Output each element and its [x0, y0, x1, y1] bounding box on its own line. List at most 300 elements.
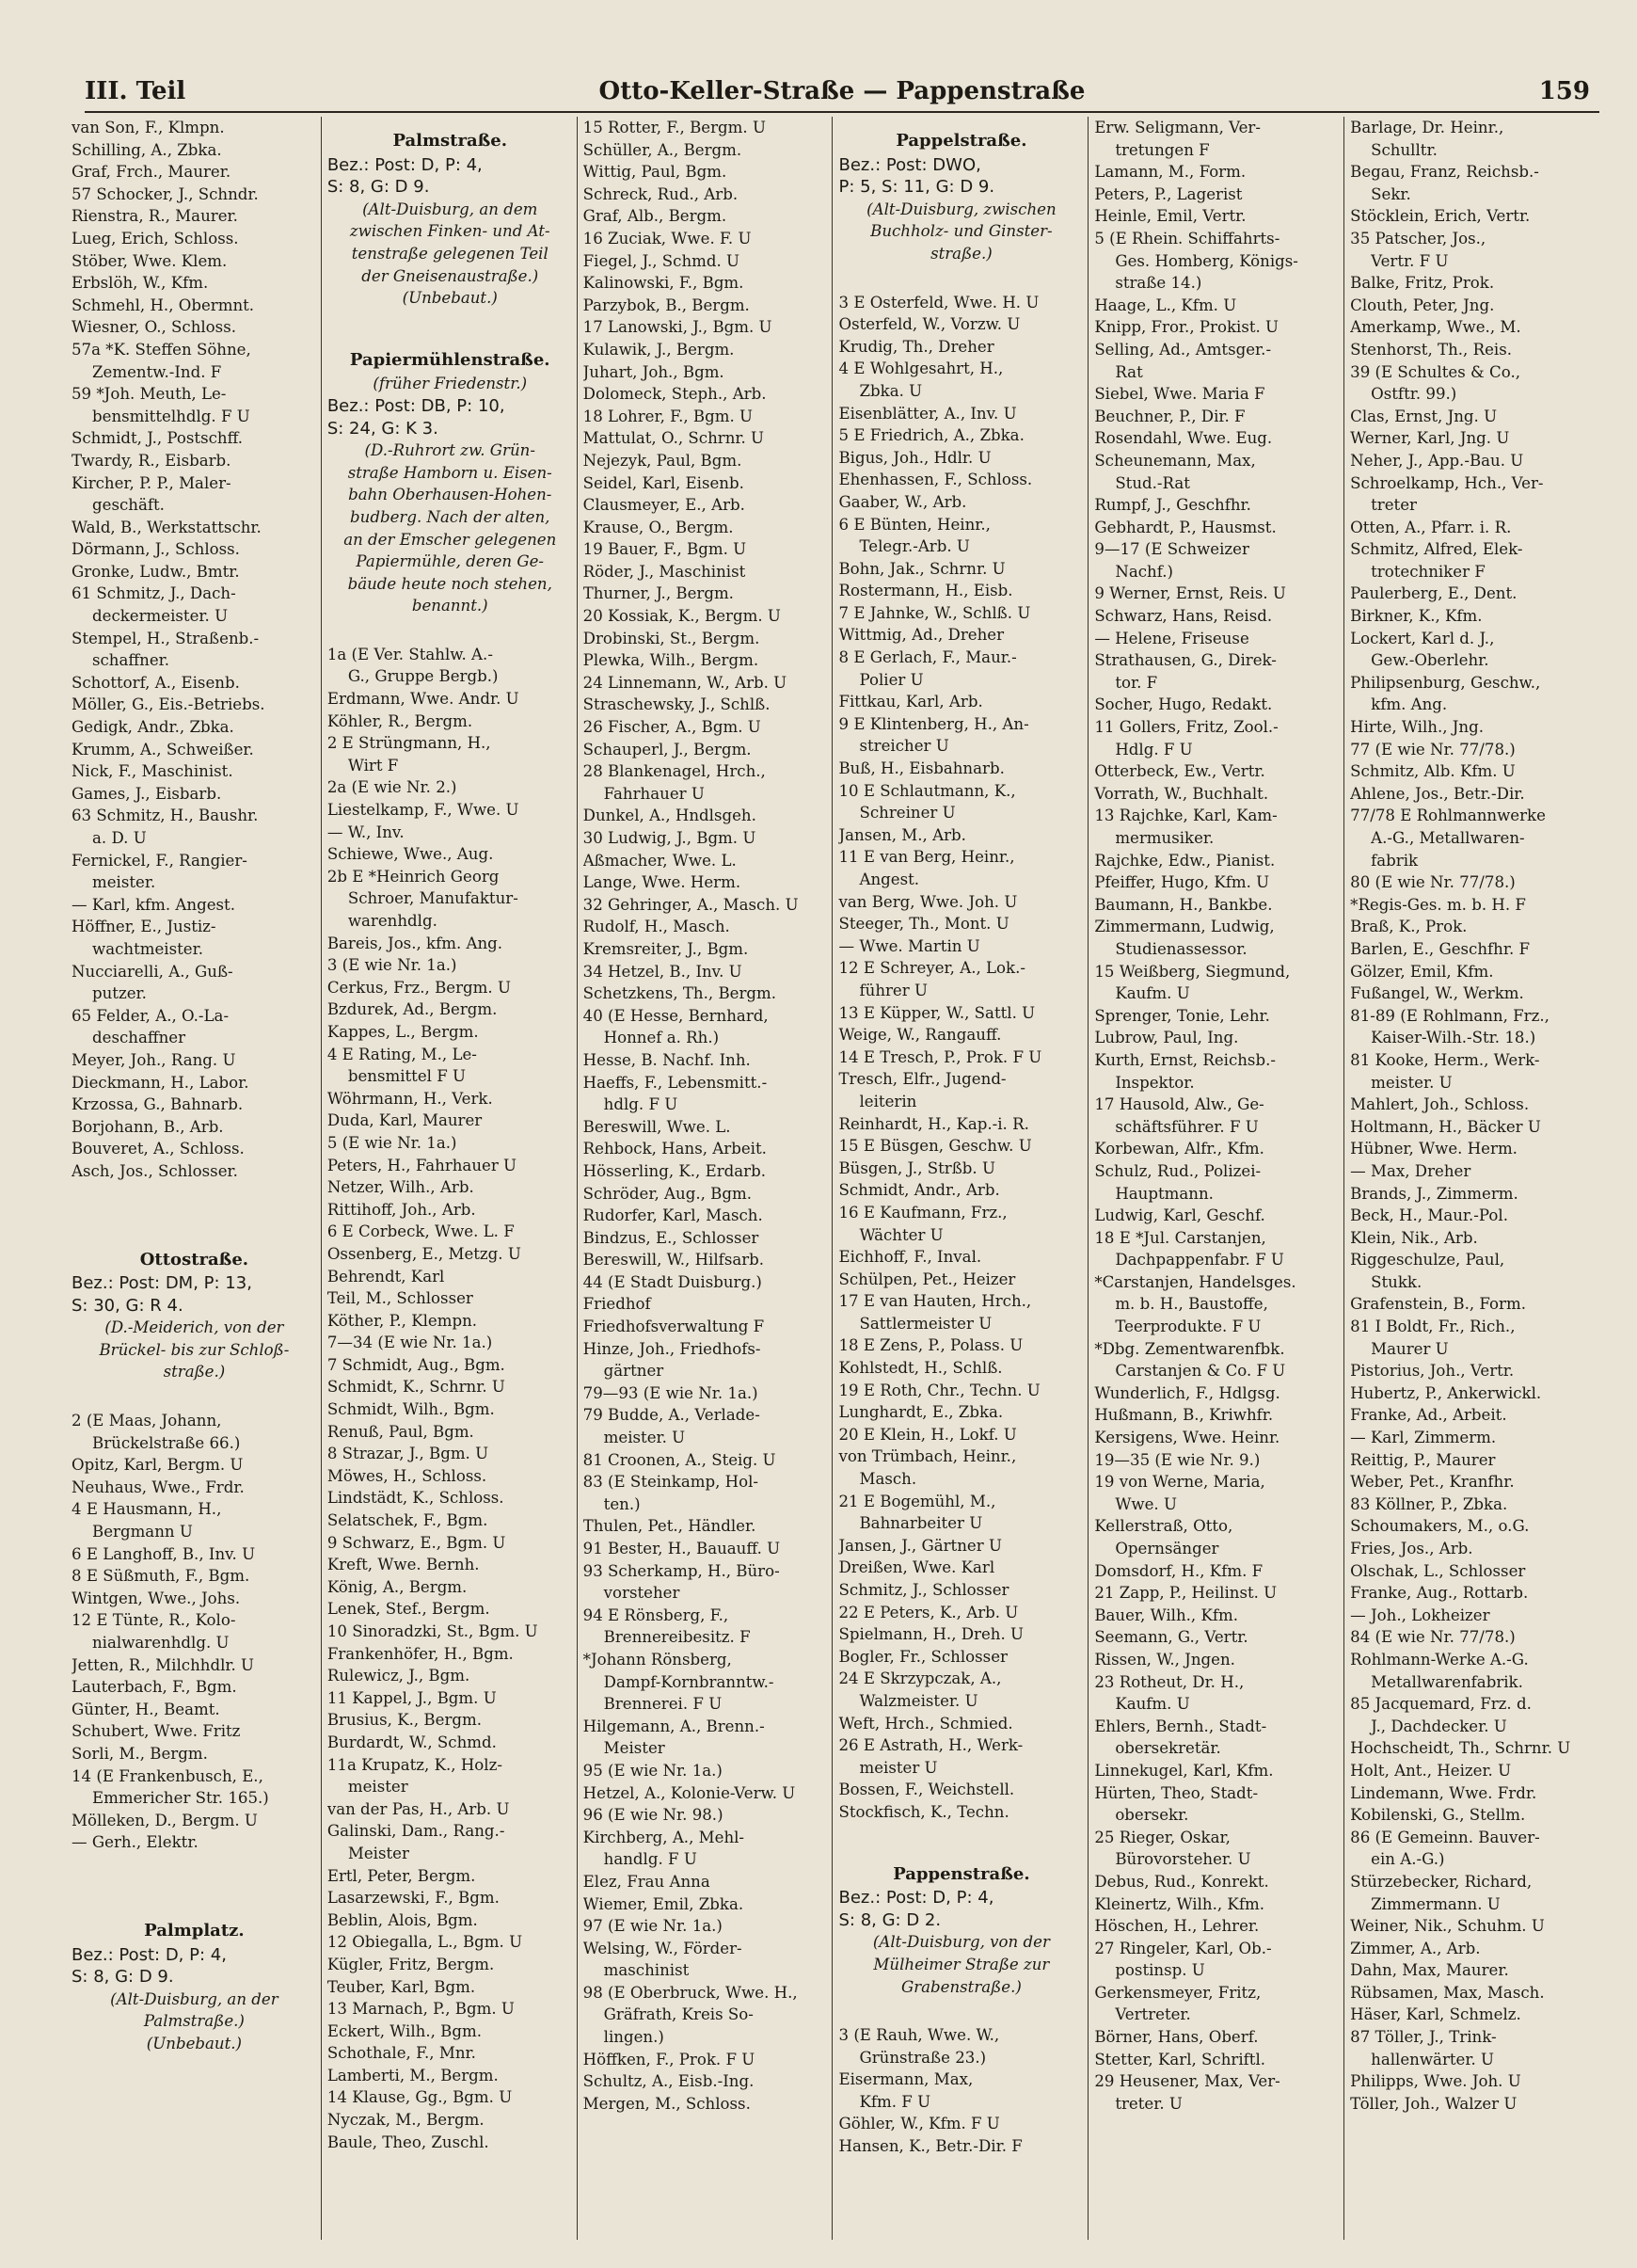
directory-entry: Gräfrath, Kreis So- [603, 2005, 754, 2024]
street-note: (Unbebaut.) [146, 2034, 243, 2052]
directory-entry: 26 Fischer, A., Bgm. U [582, 718, 761, 737]
directory-entry: Haage, L., Kfm. U [1094, 295, 1237, 314]
directory-entry: Teerprodukte. F U [1115, 1318, 1262, 1336]
directory-entry: Mölleken, D., Bergm. U [72, 1811, 258, 1829]
directory-entry: 87 Töller, J., Trink- [1350, 2028, 1497, 2047]
directory-entry: Lasarzewski, F., Bgm. [326, 1889, 500, 1908]
directory-entry: Köhler, R., Bergm. [326, 711, 473, 730]
directory-entry: 1a (E Ver. Stahlw. A.- [326, 645, 493, 663]
directory-entry: Grafenstein, B., Form. [1350, 1295, 1526, 1314]
directory-entry: 12 Obiegalla, L., Bgm. U [326, 1933, 523, 1952]
directory-entry: König, A., Bergm. [326, 1577, 468, 1596]
street-heading: Pappelstraße. [896, 131, 1027, 151]
directory-entry: Knipp, Fror., Prokist. U [1094, 318, 1279, 337]
directory-entry: Kreft, Wwe. Bernh. [326, 1556, 480, 1574]
directory-entry: 6 E Bünten, Heinr., [838, 515, 991, 534]
directory-entry: Hdlg. F U [1115, 740, 1193, 759]
street-note: Papiermühle, deren Ge- [356, 552, 545, 571]
directory-entry: Behrendt, Karl [326, 1267, 445, 1286]
directory-entry: Braß, K., Prok. [1350, 918, 1468, 936]
directory-entry: Gew.-Oberlehr. [1371, 651, 1489, 670]
directory-entry: Clas, Ernst, Jng. U [1350, 407, 1498, 425]
directory-entry: 83 Köllner, P., Zbka. [1350, 1494, 1508, 1513]
directory-entry: 24 E Skrzypczak, A., [838, 1669, 1002, 1688]
directory-entry: Schülpen, Pet., Heizer [838, 1270, 1016, 1288]
directory-entry: Bossen, F., Weichstell. [838, 1781, 1015, 1799]
directory-entry: Baumann, H., Bankbe. [1094, 895, 1273, 914]
directory-entry: maschinist [603, 1961, 690, 1980]
directory-entry: 63 Schmitz, H., Baushr. [72, 807, 259, 825]
directory-entry: Nachf.) [1115, 562, 1174, 581]
directory-entry: treter. U [1115, 2094, 1183, 2113]
directory-entry: 96 (E wie Nr. 98.) [582, 1806, 723, 1825]
directory-entry: kfm. Ang. [1371, 695, 1448, 714]
directory-entry: Rat [1115, 362, 1143, 381]
directory-entry: 57 Schocker, J., Schndr. [72, 184, 259, 203]
directory-entry: — Gerh., Elektr. [72, 1833, 199, 1852]
street-heading: Palmplatz. [144, 1920, 245, 1941]
district-info: Bez.: Post: DM, P: 13, [72, 1273, 252, 1294]
directory-entry: Steeger, Th., Mont. U [838, 915, 1009, 934]
directory-entry: 17 Hausold, Alw., Ge- [1094, 1095, 1264, 1114]
directory-entry: Stud.-Rat [1115, 473, 1190, 492]
directory-entry: Bereswill, W., Hilfsarb. [582, 1251, 765, 1270]
directory-entry: Selatschek, F., Bgm. [326, 1511, 488, 1530]
directory-entry: Eisenblätter, A., Inv. U [838, 404, 1017, 423]
directory-entry: Dunkel, A., Hndlsgeh. [582, 807, 756, 825]
directory-entry: Metallwarenfabrik. [1371, 1672, 1523, 1691]
directory-entry: Rostermann, H., Eisb. [838, 582, 1013, 600]
directory-entry: 4 E Wohlgesahrt, H., [838, 359, 1004, 378]
directory-entry: 15 Rotter, F., Bergm. U [582, 119, 766, 136]
directory-entry: 32 Gehringer, A., Masch. U [582, 895, 799, 914]
directory-entry: 8 E Gerlach, F., Maur.- [838, 648, 1017, 667]
directory-entry: Bouveret, A., Schloss. [72, 1140, 245, 1158]
directory-entry: Duda, Karl, Maurer [326, 1111, 483, 1130]
directory-entry: Weber, Pet., Kranfhr. [1350, 1473, 1515, 1492]
directory-entry: Angest. [859, 870, 920, 888]
directory-entry: J., Dachdecker. U [1371, 1717, 1507, 1735]
directory-entry: Rulewicz, J., Bgm. [326, 1667, 470, 1685]
directory-entry: Jansen, J., Gärtner U [838, 1536, 1002, 1555]
directory-entry: 29 Heusener, Max, Ver- [1094, 2072, 1280, 2091]
directory-entry: Ostftr. 99.) [1371, 385, 1457, 404]
directory-entry: Schothale, F., Mnr. [326, 2044, 476, 2063]
directory-entry: Kaufm. U [1115, 984, 1190, 1003]
directory-entry: Möwes, H., Schloss. [326, 1466, 487, 1485]
directory-entry: Ossenberg, E., Metzg. U [326, 1244, 521, 1263]
directory-entry: Krumm, A., Schweißer. [72, 740, 254, 759]
spacer [838, 1998, 1084, 2024]
directory-entry: Seidel, Karl, Eisenb. [582, 473, 744, 492]
directory-columns [66, 117, 1599, 2240]
directory-entry: Mergen, M., Schloss. [582, 2094, 751, 2113]
directory-entry: hallenwärter. U [1371, 2050, 1495, 2068]
directory-entry: Bergmann U [92, 1523, 193, 1541]
directory-entry: Ertl, Peter, Bergm. [326, 1866, 476, 1885]
directory-entry: Grünstraße 23.) [859, 2048, 987, 2067]
directory-entry: Zimmer, A., Arb. [1350, 1939, 1481, 1957]
directory-entry: Dieckmann, H., Labor. [72, 1073, 249, 1092]
directory-entry: Kleinertz, Wilh., Kfm. [1094, 1894, 1264, 1913]
spacer [327, 310, 573, 336]
directory-entry: Beck, H., Maur.-Pol. [1350, 1206, 1508, 1225]
directory-entry: Wiesner, O., Schloss. [72, 318, 236, 337]
directory-entry: 5 E Friedrich, A., Zbka. [838, 426, 1025, 445]
directory-entry: Schilling, A., Zbka. [72, 140, 222, 159]
directory-entry: Holtmann, H., Bäcker U [1350, 1117, 1541, 1136]
directory-entry: 65 Felder, A., O.-La- [72, 1006, 230, 1025]
directory-entry: Osterfeld, W., Vorzw. U [838, 315, 1021, 334]
directory-entry: Hetzel, A., Kolonie-Verw. U [582, 1783, 796, 1802]
directory-entry: 11 E van Berg, Heinr., [838, 848, 1015, 867]
directory-entry: Schottorf, A., Eisenb. [72, 673, 240, 692]
street-note: zwischen Finken- und At- [349, 222, 550, 241]
directory-entry: Galinski, Dam., Rang.- [326, 1822, 505, 1841]
directory-entry: — Wwe. Martin U [838, 936, 980, 955]
directory-entry: meister. [92, 873, 156, 892]
directory-entry: 14 E Tresch, P., Prok. F U [838, 1047, 1042, 1066]
directory-entry: 16 E Kaufmann, Frz., [838, 1203, 1008, 1222]
directory-entry: leiterin [859, 1092, 917, 1110]
directory-entry: streicher U [859, 737, 949, 756]
directory-entry: straße 14.) [1115, 274, 1202, 293]
directory-entry: Hürten, Theo, Stadt- [1094, 1783, 1259, 1802]
directory-entry: Töller, Joh., Walzer U [1350, 2094, 1518, 2113]
directory-entry: Gerkensmeyer, Fritz, [1094, 1983, 1262, 2002]
directory-entry: Ludwig, Karl, Geschf. [1094, 1206, 1265, 1225]
spacer [72, 1854, 317, 1880]
directory-entry: Hochscheidt, Th., Schrnr. U [1350, 1739, 1571, 1758]
directory-entry: — Helene, Friseuse [1094, 629, 1249, 647]
section-label: III. Teil [85, 77, 186, 105]
directory-entry: 9 E Klintenberg, H., An- [838, 714, 1029, 733]
directory-entry: Werner, Karl, Jng. U [1350, 429, 1510, 448]
directory-entry: Selling, Ad., Amtsger.- [1094, 340, 1272, 359]
directory-entry: Wächter U [859, 1225, 944, 1244]
street-note: bäude heute noch stehen, [347, 574, 552, 593]
directory-entry: Bürovorsteher. U [1115, 1850, 1251, 1869]
directory-entry: Gebhardt, P., Hausmst. [1094, 518, 1277, 536]
spacer [72, 1880, 317, 1907]
street-note: (Alt-Duisburg, zwischen [866, 200, 1057, 218]
directory-entry: Friedhofsverwaltung F [582, 1318, 765, 1336]
directory-entry: Stempel, H., Straßenb.- [72, 629, 260, 647]
directory-entry: Schulltr. [1371, 140, 1438, 159]
directory-entry: Schmidt, K., Schrnr. U [326, 1378, 505, 1397]
directory-entry: 10 E Schlautmann, K., [838, 781, 1016, 800]
district-info: S: 8, G: D 2. [838, 1909, 942, 1930]
directory-entry: 81 Croonen, A., Steig. U [582, 1450, 776, 1469]
directory-entry: Meister [347, 1844, 409, 1862]
directory-entry: Nejezyk, Paul, Bgm. [582, 451, 742, 470]
directory-entry: Rübsamen, Max, Masch. [1350, 1983, 1545, 2002]
street-note: an der Emscher gelegenen [343, 530, 557, 549]
street-note: budberg. Nach der alten, [350, 507, 550, 526]
directory-entry: Kalinowski, F., Bgm. [582, 274, 744, 293]
directory-entry: 7 Schmidt, Aug., Bgm. [326, 1355, 505, 1374]
directory-entry: Schiewe, Wwe., Aug. [326, 845, 494, 864]
directory-entry: 79—93 (E wie Nr. 1a.) [582, 1383, 758, 1402]
directory-entry: Otten, A., Pfarr. i. R. [1350, 518, 1512, 536]
directory-entry: Olschak, L., Schlosser [1350, 1561, 1526, 1580]
directory-entry: Dampf-Kornbranntw.- [603, 1672, 774, 1691]
directory-entry: 59 *Joh. Meuth, Le- [72, 385, 227, 404]
directory-entry: Wiemer, Emil, Zbka. [582, 1894, 744, 1913]
directory-entry: Games, J., Eisbarb. [72, 784, 222, 803]
directory-entry: Renuß, Paul, Bgm. [326, 1422, 474, 1441]
district-info: S: 8, G: D 9. [326, 177, 430, 198]
directory-entry: 12 E Tünte, R., Kolo- [72, 1611, 236, 1630]
directory-entry: Wunderlich, F., Hdlgsg. [1094, 1383, 1280, 1402]
street-note: Grabenstraße.) [900, 1977, 1022, 1996]
street-heading: Palmstraße. [392, 131, 508, 151]
directory-entry: Zimmermann. U [1371, 1894, 1501, 1913]
directory-entry: Schröder, Aug., Bgm. [582, 1184, 752, 1203]
directory-entry: Stöcklein, Erich, Vertr. [1350, 207, 1531, 226]
directory-entry: Bahnarbeiter U [859, 1514, 983, 1533]
directory-entry: Kremsreiter, J., Bgm. [582, 939, 749, 958]
district-info: S: 30, G: R 4. [72, 1295, 183, 1316]
directory-entry: *Regis-Ges. m. b. H. F [1350, 895, 1526, 914]
street-note: bahn Oberhausen-Hohen- [348, 486, 552, 504]
directory-entry: 95 (E wie Nr. 1a.) [582, 1761, 723, 1780]
directory-entry: Neuhaus, Wwe., Frdr. [72, 1477, 245, 1496]
directory-entry: Lindemann, Wwe. Frdr. [1350, 1783, 1537, 1802]
directory-entry: Holt, Ant., Heizer. U [1350, 1761, 1512, 1780]
directory-entry: Domsdorf, H., Kfm. F [1094, 1561, 1264, 1580]
directory-entry: 10 Sinoradzki, St., Bgm. U [326, 1622, 538, 1640]
directory-entry: Honnef a. Rh.) [603, 1029, 720, 1047]
directory-entry: 3 E Osterfeld, Wwe. H. U [838, 293, 1040, 311]
directory-entry: bensmittel F U [347, 1067, 467, 1086]
page-title: Otto-Keller-Straße — Pappenstraße [598, 77, 1086, 105]
directory-entry: 7 E Jahnke, W., Schlß. U [838, 603, 1031, 622]
directory-entry: Kellerstraß, Otto, [1094, 1517, 1233, 1536]
directory-entry: 2 (E Maas, Johann, [72, 1412, 222, 1430]
directory-entry: Schroelkamp, Hch., Ver- [1350, 473, 1544, 492]
directory-entry: van Son, F., Klmpn. [72, 119, 225, 136]
directory-entry: Rajchke, Edw., Pianist. [1094, 851, 1276, 870]
directory-entry: Fittkau, Karl, Arb. [838, 693, 983, 711]
district-info: Bez.: Post: DWO, [838, 154, 981, 175]
directory-entry: 4 E Rating, M., Le- [326, 1045, 477, 1063]
directory-entry: Nucciarelli, A., Guß- [72, 962, 233, 981]
directory-entry: Teil, M., Schlosser [326, 1289, 473, 1308]
directory-entry: Weige, W., Rangauff. [838, 1026, 1002, 1045]
directory-entry: 23 Rotheut, Dr. H., [1094, 1672, 1245, 1691]
directory-entry: Rittihoff, Joh., Arb. [326, 1200, 476, 1219]
directory-entry: gärtner [603, 1362, 664, 1381]
directory-entry: Lubrow, Paul, Ing. [1094, 1029, 1239, 1047]
directory-entry: Hirte, Wilh., Jng. [1350, 718, 1485, 737]
district-info: P: 5, S: 11, G: D 9. [838, 177, 995, 198]
directory-entry: meister. U [1371, 1073, 1453, 1092]
directory-entry: 25 Rieger, Oskar, [1094, 1828, 1231, 1846]
directory-entry: Wintgen, Wwe., Johs. [72, 1589, 241, 1607]
directory-entry: Jetten, R., Milchhdlr. U [72, 1655, 255, 1674]
directory-entry: Gronke, Ludw., Bmtr. [72, 562, 240, 581]
directory-entry: Haeffs, F., Lebensmitt.- [582, 1073, 768, 1092]
directory-entry: Kügler, Fritz, Bergm. [326, 1955, 495, 1973]
street-note: (Alt-Duisburg, von der [872, 1933, 1050, 1952]
directory-entry: Meister [603, 1739, 665, 1758]
directory-entry: Dolomeck, Steph., Arb. [582, 385, 767, 404]
directory-entry: Neher, J., App.-Bau. U [1350, 451, 1524, 470]
directory-entry: Börner, Hans, Oberf. [1094, 2028, 1259, 2047]
directory-entry: — Karl, kfm. Angest. [72, 895, 235, 914]
directory-entry: Eichhoff, F., Inval. [838, 1248, 982, 1267]
directory-entry: obersekr. [1115, 1806, 1189, 1825]
directory-entry: Sorli, M., Bergm. [72, 1744, 208, 1763]
directory-entry: Weft, Hrch., Schmied. [838, 1714, 1013, 1733]
directory-entry: Ges. Homberg, Königs- [1115, 251, 1298, 270]
directory-entry: Sprenger, Tonie, Lehr. [1094, 1006, 1270, 1025]
directory-entry: Debus, Rud., Konrekt. [1094, 1872, 1269, 1891]
directory-entry: tretungen F [1115, 140, 1210, 159]
directory-entry: Walzmeister. U [859, 1691, 978, 1710]
directory-entry: Nick, F., Maschinist. [72, 762, 233, 781]
directory-entry: 19 von Werne, Maria, [1094, 1473, 1265, 1492]
directory-entry: Friedhof [582, 1295, 651, 1314]
directory-entry: Fries, Jos., Arb. [1350, 1540, 1473, 1557]
street-note: Palmstraße.) [143, 2012, 245, 2031]
directory-entry: nialwarenhdlg. U [92, 1634, 230, 1652]
directory-entry: 12 E Schreyer, A., Lok.- [838, 959, 1025, 978]
directory-entry: 6 E Corbeck, Wwe. L. F [326, 1222, 515, 1241]
directory-entry: 13 Marnach, P., Bgm. U [326, 2000, 515, 2019]
directory-entry: Lange, Wwe. Herm. [582, 873, 741, 892]
directory-entry: Jansen, M., Arb. [838, 825, 966, 844]
directory-entry: schaffner. [92, 651, 170, 670]
directory-entry: 3 (E wie Nr. 1a.) [326, 956, 457, 975]
directory-entry: bensmittelhdlg. F U [92, 407, 250, 425]
directory-entry: 4 E Hausmann, H., [72, 1500, 222, 1519]
directory-entry: Lueg, Erich, Schloss. [72, 229, 239, 248]
directory-entry: Thulen, Pet., Händler. [582, 1517, 756, 1536]
directory-entry: Ehlers, Bernh., Stadt- [1094, 1717, 1267, 1735]
directory-entry: Kobilenski, G., Stellm. [1350, 1806, 1526, 1825]
directory-entry: Kaufm. U [1115, 1695, 1190, 1714]
directory-entry: geschäft. [92, 496, 165, 515]
directory-entry: Franke, Ad., Arbeit. [1350, 1406, 1507, 1425]
directory-entry: 91 Bester, H., Bauauff. U [582, 1540, 781, 1557]
directory-entry: Otterbeck, Ew., Vertr. [1094, 762, 1265, 781]
directory-entry: Philipsenburg, Geschw., [1350, 673, 1541, 692]
directory-entry: Köther, P., Klempn. [326, 1311, 478, 1330]
directory-entry: Stürzebecker, Richard, [1350, 1872, 1533, 1891]
directory-entry: 5 (E Rhein. Schiffahrts- [1094, 229, 1280, 248]
street-note: (Unbebaut.) [402, 289, 498, 308]
directory-entry: 30 Ludwig, J., Bgm. U [582, 829, 756, 847]
directory-entry: Sattlermeister U [859, 1314, 993, 1333]
directory-entry: Hubertz, P., Ankerwickl. [1350, 1383, 1542, 1402]
directory-entry: 81 Kooke, Herm., Werk- [1350, 1050, 1540, 1069]
directory-entry: Kirchberg, A., Mehl- [582, 1828, 745, 1846]
directory-entry: Studienassessor. [1115, 939, 1248, 958]
directory-entry: A.-G., Metallwaren- [1371, 829, 1525, 847]
directory-entry: Stukk. [1371, 1272, 1422, 1291]
directory-entry: — Joh., Lokheizer [1350, 1605, 1490, 1624]
directory-entry: Vertr. F U [1371, 251, 1449, 270]
directory-entry: Hauptmann. [1115, 1184, 1214, 1203]
directory-entry: 83 (E Steinkamp, Hol- [582, 1473, 758, 1492]
directory-entry: 20 Kossiak, K., Bergm. U [582, 607, 781, 626]
directory-entry: 19 E Roth, Chr., Techn. U [838, 1381, 1041, 1399]
directory-entry: Baule, Theo, Zuschl. [326, 2132, 489, 2151]
directory-entry: Lunghardt, E., Zbka. [838, 1403, 1004, 1422]
directory-entry: 86 (E Gemeinn. Bauver- [1350, 1828, 1540, 1846]
directory-entry: Rehbock, Hans, Arbeit. [582, 1140, 767, 1158]
column-2 [321, 117, 577, 2240]
directory-entry: Franke, Aug., Rottarb. [1350, 1584, 1529, 1603]
directory-entry: Zbka. U [859, 381, 923, 400]
directory-entry: Brands, J., Zimmerm. [1350, 1184, 1518, 1203]
directory-entry: putzer. [92, 984, 147, 1003]
directory-entry: Liestelkamp, F., Wwe. U [326, 801, 519, 820]
directory-entry: 24 Linnemann, W., Arb. U [582, 673, 787, 692]
directory-entry: Juhart, Joh., Bgm. [582, 362, 724, 381]
directory-entry: vorsteher [603, 1584, 680, 1603]
directory-entry: Schmitz, J., Schlosser [838, 1581, 1009, 1599]
directory-entry: Mattulat, O., Schrnr. U [582, 429, 765, 448]
directory-entry: deckermeister. U [92, 607, 229, 626]
directory-entry: 2a (E wie Nr. 2.) [326, 778, 457, 797]
directory-entry: Barlen, E., Geschfhr. F [1350, 939, 1531, 958]
directory-entry: Birkner, K., Kfm. [1350, 607, 1483, 626]
directory-entry: Hußmann, B., Kriwhfr. [1094, 1406, 1274, 1425]
directory-entry: Meyer, Joh., Rang. U [72, 1050, 236, 1069]
directory-entry: Schoumakers, M., o.G. [1350, 1517, 1530, 1536]
column-3 [577, 117, 833, 2240]
directory-entry: Brennereibesitz. F [603, 1628, 751, 1647]
directory-entry: 18 E Zens, P., Polass. U [838, 1336, 1024, 1355]
district-info: Bez.: Post: D, P: 4, [72, 1944, 227, 1965]
directory-entry: Schüller, A., Bergm. [582, 140, 742, 159]
directory-entry: 40 (E Hesse, Bernhard, [582, 1006, 769, 1025]
directory-entry: 21 E Bogemühl, M., [838, 1492, 996, 1510]
directory-entry: Schultz, A., Eisb.-Ing. [582, 2072, 755, 2091]
directory-entry: Schetzkens, Th., Bergm. [582, 984, 777, 1003]
directory-entry: 11 Kappel, J., Bgm. U [326, 1688, 497, 1707]
directory-entry: 20 E Klein, H., Lokf. U [838, 1425, 1017, 1444]
directory-entry: 18 E *Jul. Carstanjen, [1094, 1228, 1266, 1247]
directory-entry: Erbslöh, W., Kfm. [72, 274, 209, 293]
directory-entry: Kurth, Ernst, Reichsb.- [1094, 1050, 1276, 1069]
directory-entry: meister. U [603, 1429, 686, 1447]
directory-entry: Schmidt, Andr., Arb. [838, 1181, 1000, 1200]
directory-entry: a. D. U [92, 829, 147, 847]
directory-entry: Parzybok, B., Bergm. [582, 295, 750, 314]
directory-entry: Schwarz, Hans, Reisd. [1094, 607, 1273, 626]
directory-entry: G., Gruppe Bergb.) [347, 667, 499, 686]
directory-entry: Krudig, Th., Dreher [838, 337, 994, 356]
directory-entry: Fahrhauer U [603, 784, 705, 803]
directory-entry: Strathausen, G., Direk- [1094, 651, 1277, 670]
directory-entry: 93 Scherkamp, H., Büro- [582, 1561, 780, 1580]
directory-entry: Wöhrmann, H., Verk. [326, 1089, 493, 1108]
directory-entry: Vorrath, W., Buchhalt. [1094, 784, 1269, 803]
directory-entry: 27 Ringeler, Karl, Ob.- [1094, 1939, 1272, 1957]
street-note: straße.) [163, 1363, 226, 1382]
directory-entry: Rienstra, R., Maurer. [72, 207, 238, 226]
directory-entry: 39 (E Schultes & Co., [1350, 362, 1521, 381]
directory-entry: Fiegel, J., Schmd. U [582, 251, 740, 270]
district-info: Bez.: Post: DB, P: 10, [326, 395, 505, 416]
directory-entry: Korbewan, Alfr., Kfm. [1094, 1140, 1264, 1158]
directory-entry: Peters, P., Lagerist [1094, 184, 1243, 203]
directory-entry: 19—35 (E wie Nr. 9.) [1094, 1450, 1261, 1469]
